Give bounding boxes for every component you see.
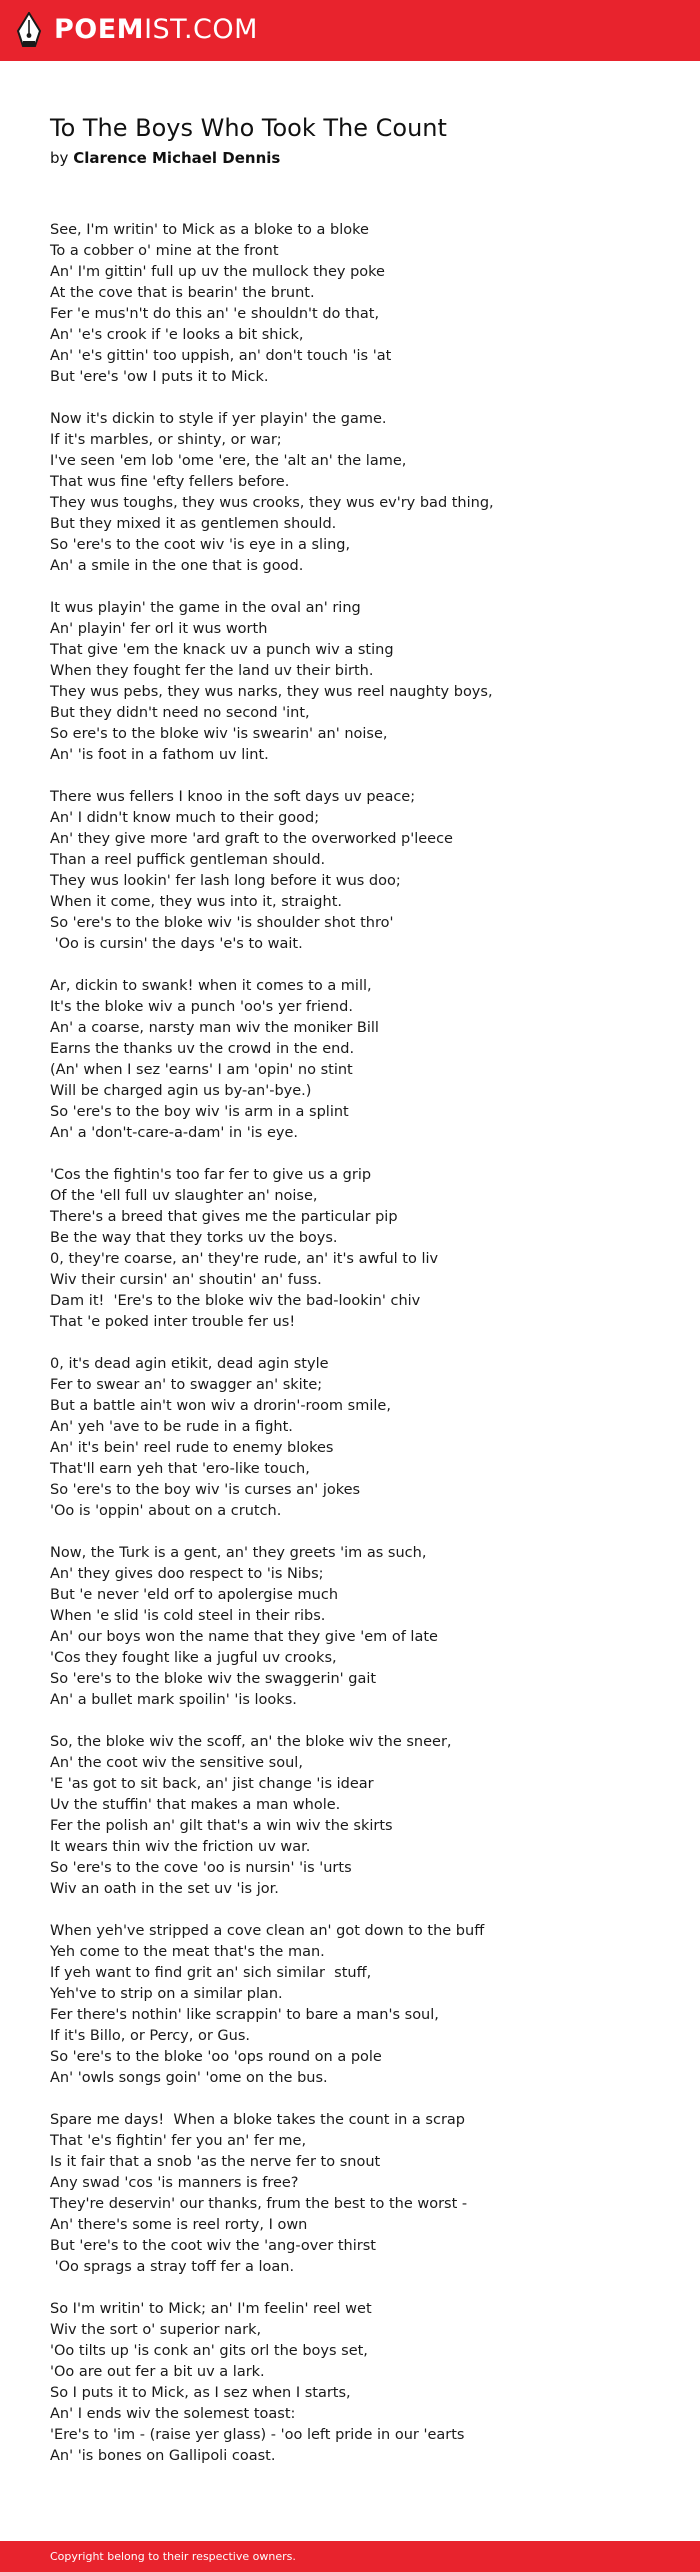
site-footer <box>0 2541 700 2572</box>
poem-line: So 'ere's to the bloke wiv the swaggerin' gait <box>50 1671 377 1687</box>
poem-line: So 'ere's to the bloke 'oo 'ops round on a pole <box>50 2049 382 2065</box>
poem-line: At the cove that is bearin' the brunt. <box>50 285 315 301</box>
poem-line: But they mixed it as gentlemen should. <box>50 516 337 532</box>
stanza <box>50 1732 670 1900</box>
poem-line: An' a 'don't-care-a-dam' in 'is eye. <box>50 1125 298 1141</box>
stanza <box>50 787 670 955</box>
poem-line: An' there's some is reel rorty, I own <box>50 2217 308 2233</box>
poem-line: Be the way that they torks uv the boys. <box>50 1230 338 1246</box>
stanza <box>50 1543 670 1711</box>
poem-line: Fer 'e mus'n't do this an' 'e shouldn't do that, <box>50 306 380 322</box>
poem-line: 'Oo are out fer a bit uv a lark. <box>50 2364 265 2380</box>
poem-line: Fer the polish an' gilt that's a win wiv the skirts <box>50 1818 393 1834</box>
poem-line: I've seen 'em lob 'ome 'ere, the 'alt an' the lame, <box>50 453 407 469</box>
site-brand-name <box>54 12 258 48</box>
poem-line: 'Cos the fightin's too far fer to give us a grip <box>50 1167 372 1183</box>
poem-line: Now, the Turk is a gent, an' they greets 'im as such, <box>50 1545 427 1561</box>
poem-line: 0, they're coarse, an' they're rude, an' it's awful to liv <box>50 1251 439 1267</box>
poem-line: 'Oo is cursin' the days 'e's to wait. <box>50 936 303 952</box>
poem-line: An' 'is foot in a fathom uv lint. <box>50 747 269 763</box>
poem-line: But 'ere's 'ow I puts it to Mick. <box>50 369 269 385</box>
poem-line: So, the bloke wiv the scoff, an' the bloke wiv the sneer, <box>50 1734 452 1750</box>
poem-line: An' our boys won the name that they give 'em of late <box>50 1629 438 1645</box>
poem-line: So 'ere's to the boy wiv 'is arm in a splint <box>50 1104 349 1120</box>
poem-line: So 'ere's to the coot wiv 'is eye in a sling, <box>50 537 351 553</box>
poem-line: So 'ere's to the cove 'oo is nursin' 'is 'urts <box>50 1860 352 1876</box>
poem-line: There's a breed that gives me the particular pip <box>50 1209 398 1225</box>
poem-line: But 'e never 'eld orf to apolergise much <box>50 1587 339 1603</box>
poem-line: An' I'm gittin' full up uv the mullock they poke <box>50 264 385 280</box>
site-logo[interactable] <box>16 12 258 48</box>
poem-line: An' 'is bones on Gallipoli coast. <box>50 2448 276 2464</box>
stanza <box>50 2299 670 2467</box>
poem-line: So I'm writin' to Mick; an' I'm feelin' reel wet <box>50 2301 372 2317</box>
poem-line: An' playin' fer orl it wus worth <box>50 621 268 637</box>
poem-line: 'Oo tilts up 'is conk an' gits orl the boys set, <box>50 2343 368 2359</box>
poem-line: Now it's dickin to style if yer playin' the game. <box>50 411 387 427</box>
poem-line: An' 'e's gittin' too uppish, an' don't touch 'is 'at <box>50 348 392 364</box>
poem-line: Of the 'ell full uv slaughter an' noise, <box>50 1188 318 1204</box>
poem-line: That 'e's fightin' fer you an' fer me, <box>50 2133 307 2149</box>
poem-line: An' I didn't know much to their good; <box>50 810 320 826</box>
brand-rest: IST.COM <box>144 14 258 45</box>
poem-line: Fer to swear an' to swagger an' skite; <box>50 1377 323 1393</box>
poem-line: An' a smile in the one that is good. <box>50 558 304 574</box>
poem-line: An' 'owls songs goin' 'ome on the bus. <box>50 2070 328 2086</box>
poem-line: That wus fine 'efty fellers before. <box>50 474 290 490</box>
poem-line: So 'ere's to the bloke wiv 'is shoulder shot thro' <box>50 915 394 931</box>
poem-line: Wiv an oath in the set uv 'is jor. <box>50 1881 279 1897</box>
poem-line: So ere's to the bloke wiv 'is swearin' an' noise, <box>50 726 388 742</box>
pen-nib-icon <box>16 12 42 48</box>
poem-line: That give 'em the knack uv a punch wiv a sting <box>50 642 394 658</box>
poem-line: See, I'm writin' to Mick as a bloke to a bloke <box>50 222 369 238</box>
poem-line: 0, it's dead agin etikit, dead agin style <box>50 1356 329 1372</box>
stanza <box>50 598 670 766</box>
poem-line: Will be charged agin us by-an'-bye.) <box>50 1083 312 1099</box>
poem-line: But 'ere's to the coot wiv the 'ang-over thirst <box>50 2238 376 2254</box>
poem-line: They wus lookin' fer lash long before it wus doo; <box>50 873 401 889</box>
poem-line: So 'ere's to the boy wiv 'is curses an' jokes <box>50 1482 361 1498</box>
poem-line: If it's Billo, or Percy, or Gus. <box>50 2028 251 2044</box>
poem-line: 'Ere's to 'im - (raise yer glass) - 'oo left pride in our 'earts <box>50 2427 465 2443</box>
poem-line: That 'e poked inter trouble fer us! <box>50 1314 296 1330</box>
poem-line: Is it fair that a snob 'as the nerve fer to snout <box>50 2154 381 2170</box>
stanza <box>50 2110 670 2278</box>
by-label: by <box>50 149 69 167</box>
stanza <box>50 1921 670 2089</box>
brand-bold: POEM <box>54 14 145 45</box>
poem-line: When it come, they wus into it, straight. <box>50 894 342 910</box>
poem-line: When they fought fer the land uv their birth. <box>50 663 374 679</box>
poem-line: Spare me days! When a bloke takes the count in a scrap <box>50 2112 465 2128</box>
poem-line: Uv the stuffin' that makes a man whole. <box>50 1797 341 1813</box>
poem-line: Wiv the sort o' superior nark, <box>50 2322 262 2338</box>
poem-line: An' a coarse, narsty man wiv the moniker Bill <box>50 1020 379 1036</box>
poem-line: It wus playin' the game in the oval an' ring <box>50 600 361 616</box>
poem-line: When 'e slid 'is cold steel in their ribs. <box>50 1608 326 1624</box>
poem-line: Fer there's nothin' like scrappin' to bare a man's soul, <box>50 2007 439 2023</box>
poem-line: An' they gives doo respect to 'is Nibs; <box>50 1566 324 1582</box>
poem-line: So I puts it to Mick, as I sez when I starts, <box>50 2385 351 2401</box>
poem-line: It's the bloke wiv a punch 'oo's yer friend. <box>50 999 353 1015</box>
stanza <box>50 220 670 388</box>
poem-line: That'll earn yeh that 'ero-like touch, <box>50 1461 310 1477</box>
byline <box>50 148 280 168</box>
poem-line: But a battle ain't won wiv a drorin'-room smile, <box>50 1398 391 1414</box>
stanza <box>50 976 670 1144</box>
stanza <box>50 409 670 577</box>
poem-line: If yeh want to find grit an' sich similar stuff, <box>50 1965 372 1981</box>
poem-line: An' they give more 'ard graft to the overworked p'leece <box>50 831 453 847</box>
poem-line: Earns the thanks uv the crowd in the end. <box>50 1041 355 1057</box>
site-header <box>0 0 700 61</box>
poem-line: An' a bullet mark spoilin' 'is looks. <box>50 1692 297 1708</box>
poem-line: Ar, dickin to swank! when it comes to a mill, <box>50 978 372 994</box>
poem-line: An' 'e's crook if 'e looks a bit shick, <box>50 327 304 343</box>
poem-line: Any swad 'cos 'is manners is free? <box>50 2175 299 2191</box>
author-link[interactable]: Clarence Michael Dennis <box>73 149 281 167</box>
stanza <box>50 1354 670 1522</box>
copyright-text: Copyright belong to their respective owners. <box>50 2550 296 2563</box>
poem-body <box>50 220 670 2488</box>
poem-line: An' yeh 'ave to be rude in a fight. <box>50 1419 293 1435</box>
poem-line: 'E 'as got to sit back, an' jist change 'is idear <box>50 1776 374 1792</box>
poem-line: It wears thin wiv the friction uv war. <box>50 1839 311 1855</box>
poem-line: (An' when I sez 'earns' I am 'opin' no stint <box>50 1062 353 1078</box>
poem-title: To The Boys Who Took The Count <box>50 114 447 142</box>
poem-line: Yeh've to strip on a similar plan. <box>50 1986 283 2002</box>
poem-line: 'Oo is 'oppin' about on a crutch. <box>50 1503 282 1519</box>
poem-line: But they didn't need no second 'int, <box>50 705 310 721</box>
poem-line: When yeh've stripped a cove clean an' got down to the buff <box>50 1923 485 1939</box>
poem-line: They wus toughs, they wus crooks, they wus ev'ry bad thing, <box>50 495 494 511</box>
poem-line: There wus fellers I knoo in the soft days uv peace; <box>50 789 416 805</box>
poem-line: An' it's bein' reel rude to enemy blokes <box>50 1440 334 1456</box>
poem-line: If it's marbles, or shinty, or war; <box>50 432 282 448</box>
poem-line: An' I ends wiv the solemest toast: <box>50 2406 296 2422</box>
poem-line: 'Cos they fought like a jugful uv crooks, <box>50 1650 337 1666</box>
poem-line: To a cobber o' mine at the front <box>50 243 279 259</box>
poem-line: An' the coot wiv the sensitive soul, <box>50 1755 303 1771</box>
poem-line: They wus pebs, they wus narks, they wus reel naughty boys, <box>50 684 493 700</box>
poem-line: Dam it! 'Ere's to the bloke wiv the bad-lookin' chiv <box>50 1293 421 1309</box>
stanza <box>50 1165 670 1333</box>
poem-line: Wiv their cursin' an' shoutin' an' fuss. <box>50 1272 322 1288</box>
poem-line: They're deservin' our thanks, frum the best to the worst - <box>50 2196 468 2212</box>
poem-line: Yeh come to the meat that's the man. <box>50 1944 325 1960</box>
poem-line: 'Oo sprags a stray toff fer a loan. <box>50 2259 295 2275</box>
poem-line: Than a reel puffick gentleman should. <box>50 852 326 868</box>
